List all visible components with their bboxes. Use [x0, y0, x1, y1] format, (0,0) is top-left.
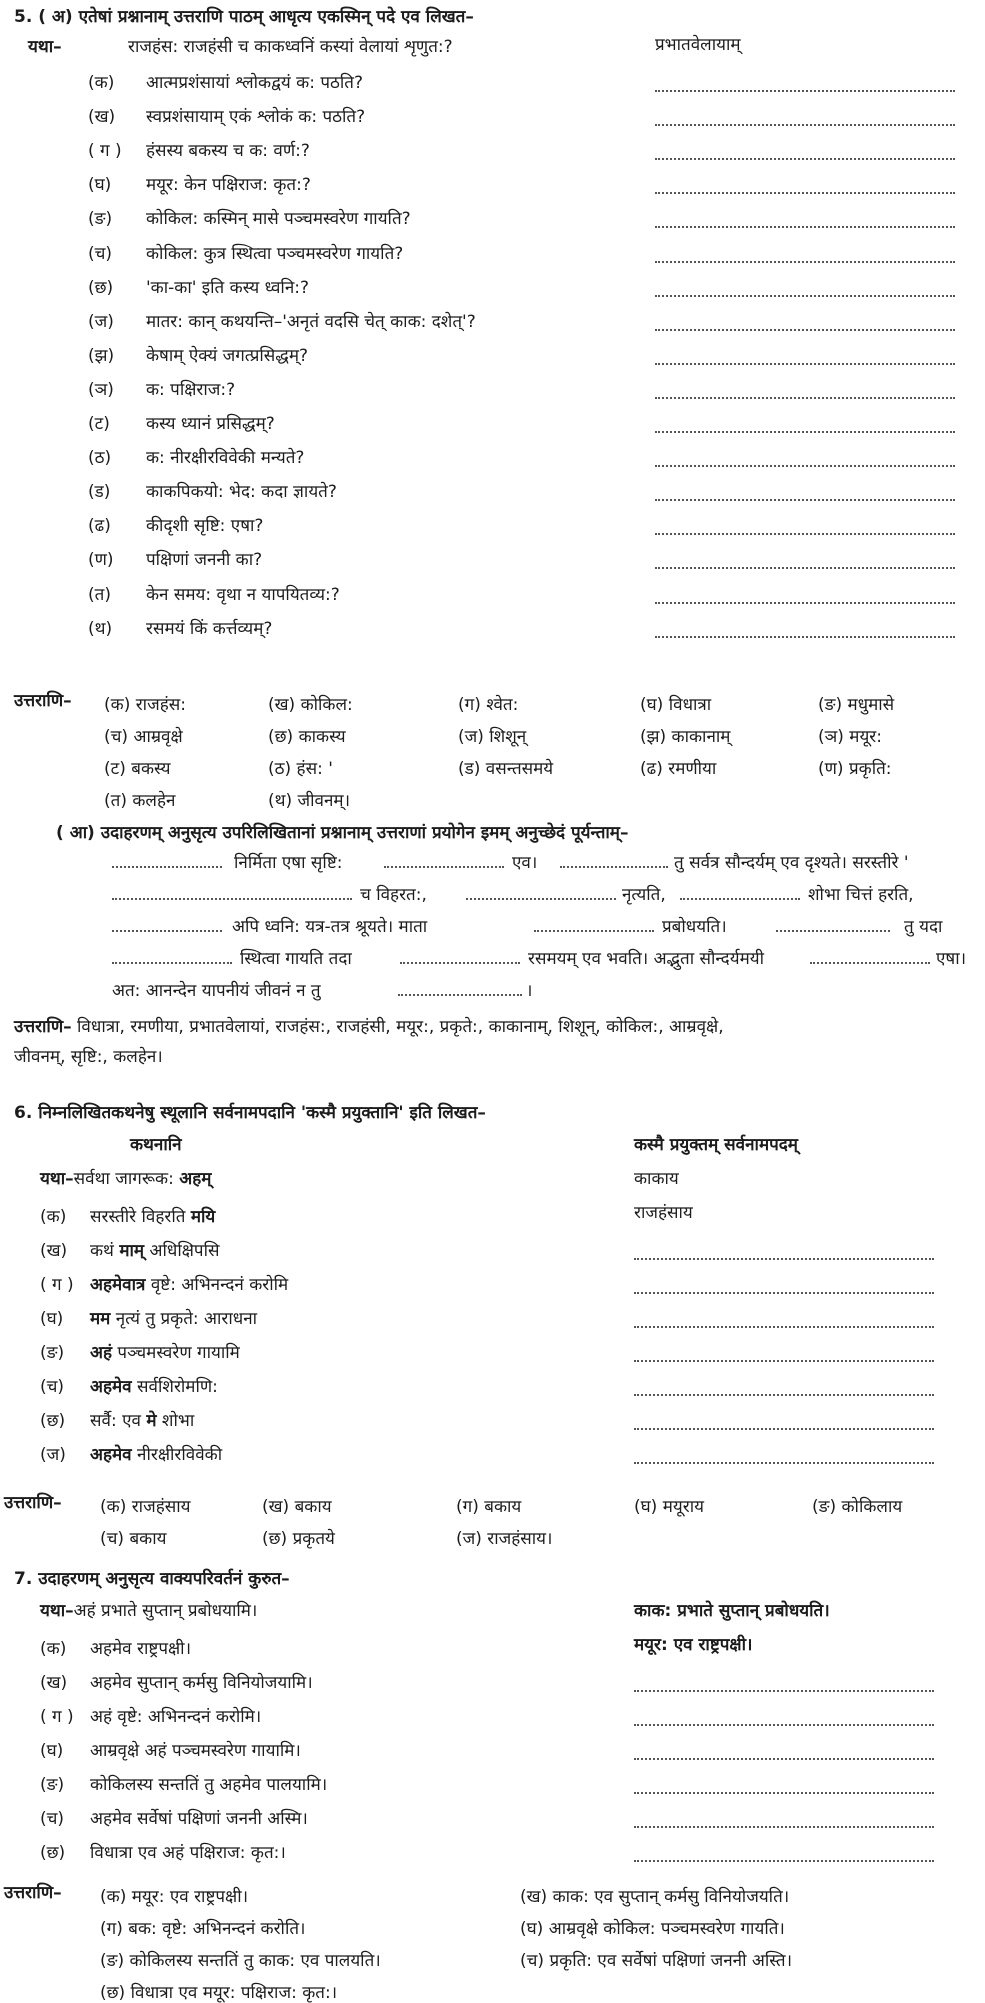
statement-item	[40, 1340, 240, 1363]
answer-blank[interactable]	[634, 1724, 934, 1726]
blank[interactable]	[112, 898, 352, 900]
question-item	[88, 445, 304, 468]
sentence-item	[40, 1772, 327, 1795]
answer-item: (ढ) रमणीया	[640, 759, 717, 779]
sentence-answer: मयूर: एव राष्ट्रपक्षी।	[634, 1635, 753, 1655]
answer-blank[interactable]	[655, 499, 955, 501]
question-item	[88, 479, 337, 502]
question-item	[88, 138, 310, 161]
answer-blank[interactable]	[655, 533, 955, 535]
question-label: (ञ)	[88, 380, 114, 400]
answer-blank[interactable]	[634, 1258, 934, 1260]
q5b-answers-line2: जीवनम्, सृष्टि:, कलहेन।	[14, 1047, 163, 1067]
q6-example: यथा–सर्वथा जागरूक: अहम्	[40, 1169, 212, 1189]
answer-item: (ग) बक: वृष्टे: अभिनन्दनं करोति।	[100, 1919, 306, 1939]
statement-item	[40, 1306, 257, 1329]
answer-item: (झ) काकानाम्	[640, 727, 731, 747]
statement-label: (ङ)	[40, 1343, 65, 1363]
sentence-item	[40, 1670, 313, 1693]
blank[interactable]	[398, 994, 522, 996]
question-item	[88, 309, 476, 332]
answer-item: (त) कलहेन	[104, 791, 176, 811]
question-text: स्वप्रशंसायाम् एकं श्लोकं क: पठति?	[146, 107, 366, 127]
sentence-label: (ङ)	[40, 1775, 65, 1795]
answer-item: (ख) काक: एव सुप्तान् कर्मसु विनियोजयति।	[520, 1887, 790, 1907]
sentence-label: (छ)	[40, 1843, 66, 1863]
answer-item: (ङ) कोकिलस्य सन्ततिं तु काक: एव पालयति।	[100, 1951, 381, 1971]
statement-pre: कथं	[90, 1241, 120, 1261]
statement-label: (ख)	[40, 1241, 68, 1261]
answer-item: (घ) विधात्रा	[640, 695, 712, 715]
question-text: रसमयं किं कर्त्तव्यम्?	[146, 619, 273, 639]
answer-blank[interactable]	[655, 90, 955, 92]
blank[interactable]	[112, 866, 222, 868]
statement-post: नृत्यं तु प्रकृते: आराधना	[110, 1309, 258, 1329]
answer-item: (घ) आम्रवृक्षे कोकिल: पञ्चमस्वरेण गायति।	[520, 1919, 785, 1939]
question-item	[88, 616, 272, 639]
statement-item	[40, 1204, 215, 1227]
question-label: (ट)	[88, 414, 110, 434]
answer-blank[interactable]	[634, 1462, 934, 1464]
question-item	[88, 582, 340, 605]
question-label: (थ)	[88, 619, 113, 639]
question-item	[88, 241, 403, 264]
question-item	[88, 70, 363, 93]
answer-item: (क) राजहंसाय	[100, 1497, 191, 1517]
question-text: 'का-का' इति कस्य ध्वनि:?	[146, 278, 310, 298]
answer-item: (छ) काकस्य	[268, 727, 346, 747]
answer-blank[interactable]	[655, 124, 955, 126]
question-label: (ठ)	[88, 448, 112, 468]
statement-post: पञ्चमस्वरेण गायामि	[112, 1343, 240, 1363]
blank[interactable]	[534, 930, 654, 932]
question-item	[88, 275, 309, 298]
pronoun-bold: मयि	[190, 1207, 216, 1227]
statement-post: सर्वशिरोमणि:	[131, 1377, 218, 1397]
answer-item: (थ) जीवनम्।	[268, 791, 351, 811]
answer-blank[interactable]	[655, 363, 955, 365]
question-label: (ज)	[88, 312, 114, 332]
question-text: क: नीरक्षीरविवेकी मन्यते?	[146, 448, 305, 468]
para-text: एव।	[512, 853, 538, 873]
statement-pre: सर्वै: एव	[90, 1411, 147, 1431]
answer-blank[interactable]	[634, 1860, 934, 1862]
sentence-item	[40, 1704, 261, 1727]
answer-blank[interactable]	[655, 329, 955, 331]
para-text: तु सर्वत्र सौन्दर्यम् एव दृश्यते। सरस्तीरे '	[674, 853, 909, 873]
sentence-text: अहमेव राष्ट्रपक्षी।	[90, 1639, 192, 1659]
answer-item: (ठ) हंस: '	[268, 759, 333, 779]
answer-item: (ग) बकाय	[456, 1497, 522, 1517]
para-text: नृत्यति,	[622, 885, 666, 905]
statement-label: (क)	[40, 1207, 67, 1227]
q7-example-answer: काक: प्रभाते सुप्तान् प्रबोधयति।	[634, 1601, 830, 1621]
question-text: मयूर: केन पक्षिराज: कृत:?	[146, 175, 311, 195]
pronoun-bold: अहमेवात्र	[90, 1275, 146, 1295]
para-text: अत: आनन्देन यापनीयं जीवनं न तु	[112, 981, 321, 1001]
q7-heading: 7. उदाहरणम् अनुसृत्य वाक्यपरिवर्तनं कुरुत–	[14, 1569, 290, 1589]
answer-blank[interactable]	[655, 465, 955, 467]
sentence-label: (च)	[40, 1809, 65, 1829]
para-text: शोभा चित्तं हरति,	[808, 885, 914, 905]
q5-example-question: राजहंस: राजहंसी च काकध्वनिं कस्यां वेलायां शृणुत:?	[128, 37, 453, 57]
pronoun-bold: अहमेव	[90, 1445, 132, 1465]
statement-label: (छ)	[40, 1411, 66, 1431]
question-item	[88, 513, 263, 536]
answer-item: (ङ) कोकिलाय	[812, 1497, 903, 1517]
answer-item: (च) आम्रवृक्षे	[104, 727, 183, 747]
question-item	[88, 343, 308, 366]
answer-blank[interactable]	[634, 1428, 934, 1430]
para-text: तु यदा	[904, 917, 943, 937]
answer-blank[interactable]	[634, 1690, 934, 1692]
para-text: ।	[526, 981, 533, 1001]
answer-blank[interactable]	[634, 1394, 934, 1396]
blank[interactable]	[384, 866, 504, 868]
pronoun-bold: अहं	[90, 1343, 113, 1363]
question-text: कोकिल: कुत्र स्थित्वा पञ्चमस्वरेण गायति?	[146, 244, 404, 264]
statement-answer: राजहंसाय	[634, 1203, 693, 1223]
sentence-item	[40, 1806, 308, 1829]
question-text: काकपिकयो: भेद: कदा ज्ञायते?	[146, 482, 337, 502]
q6-example-answer: काकाय	[634, 1169, 679, 1189]
q7-example: यथा–अहं प्रभाते सुप्तान् प्रबोधयामि।	[40, 1601, 258, 1621]
answer-blank[interactable]	[634, 1326, 934, 1328]
para-text: अपि ध्वनि: यत्र-तत्र श्रूयते। माता	[232, 917, 428, 937]
para-text: प्रबोधयति।	[662, 917, 727, 937]
answer-blank[interactable]	[634, 1292, 934, 1294]
answer-item: (ग) श्वेत:	[458, 695, 519, 715]
question-text: कोकिल: कस्मिन् मासे पञ्चमस्वरेण गायति?	[146, 209, 411, 229]
blank[interactable]	[776, 930, 890, 932]
question-item	[88, 206, 411, 229]
blank[interactable]	[112, 962, 232, 964]
q5-example-answer: प्रभातवेलायाम्	[655, 35, 741, 55]
question-item	[88, 377, 235, 400]
q5-answers-label: उत्तराणि–	[14, 691, 72, 711]
question-label: (ण)	[88, 550, 114, 570]
sentence-item	[40, 1840, 286, 1863]
question-label: (च)	[88, 244, 113, 264]
sentence-item	[40, 1636, 191, 1659]
pronoun-bold: मे	[146, 1411, 157, 1431]
sentence-text: अहं वृष्टे: अभिनन्दनं करोमि।	[90, 1707, 262, 1727]
question-label: (ड)	[88, 482, 111, 502]
answer-blank[interactable]	[634, 1826, 934, 1828]
blank[interactable]	[112, 930, 222, 932]
q6-col-right: कस्मै प्रयुक्तम् सर्वनामपदम्	[634, 1135, 798, 1155]
question-text: आत्मप्रशंसायां श्लोकद्वयं क: पठति?	[146, 73, 363, 93]
question-text: पक्षिणां जननी का?	[146, 550, 263, 570]
answer-item: (घ) मयूराय	[634, 1497, 704, 1517]
para-text: स्थित्वा गायति तदा	[240, 949, 352, 969]
question-text: कस्य ध्यानं प्रसिद्धम्?	[146, 414, 275, 434]
statement-item	[40, 1442, 222, 1465]
sentence-text: अहमेव सुप्तान् कर्मसु विनियोजयामि।	[90, 1673, 313, 1693]
answer-blank[interactable]	[655, 397, 955, 399]
q5b-answers-line1: उत्तराणि– विधात्रा, रमणीया, प्रभातवेलायां, राजहंस:, राजहंसी, मयूर:, प्रकृते:, काकानाम्, शिशून्, कोकिल:, आम्रवृक्षे,	[14, 1017, 724, 1037]
question-label: (घ)	[88, 175, 112, 195]
q7-answers-label: उत्तराणि–	[4, 1883, 62, 1903]
statement-item	[40, 1238, 219, 1261]
question-text: मातर: कान् कथयन्ति–'अनृतं वदसि चेत् काक: दशेत्'?	[146, 312, 476, 332]
blank[interactable]	[560, 866, 668, 868]
answer-item: (च) प्रकृति: एव सर्वेषां पक्षिणां जननी अस्ति।	[520, 1951, 793, 1971]
statement-item	[40, 1408, 194, 1431]
answer-item: (ख) कोकिल:	[268, 695, 353, 715]
sentence-text: विधात्रा एव अहं पक्षिराज: कृत:।	[90, 1843, 286, 1863]
question-text: केन समय: वृथा न यापयितव्य:?	[146, 585, 340, 605]
question-label: (ङ)	[88, 209, 113, 229]
q5-heading: 5. ( अ) एतेषां प्रश्नानाम् उत्तराणि पाठम् आधृत्य एकस्मिन् पदे एव लिखत–	[14, 7, 474, 27]
statement-item	[40, 1272, 288, 1295]
answer-item: (ख) बकाय	[262, 1497, 332, 1517]
question-label: (क)	[88, 73, 115, 93]
question-text: हंसस्य बकस्य च क: वर्ण:?	[146, 141, 310, 161]
statement-label: (च)	[40, 1377, 65, 1397]
answer-item: (क) मयूर: एव राष्ट्रपक्षी।	[100, 1887, 249, 1907]
answer-item: (ज) शिशून्	[458, 727, 527, 747]
question-label: (छ)	[88, 278, 114, 298]
para-text: एषा।	[936, 949, 967, 969]
answer-blank[interactable]	[655, 158, 955, 160]
q5b-heading: ( आ) उदाहरणम् अनुसृत्य उपरिलिखितानां प्रश्नानाम् उत्तराणां प्रयोगेन इमम् अनुच्छेदं पूर्यन्ताम्–	[56, 823, 629, 843]
question-label: (झ)	[88, 346, 115, 366]
answer-blank[interactable]	[655, 295, 955, 297]
question-text: केषाम् ऐक्यं जगत्प्रसिद्धम्?	[146, 346, 309, 366]
sentence-text: अहमेव सर्वेषां पक्षिणां जननी अस्मि।	[90, 1809, 308, 1829]
blank[interactable]	[680, 898, 800, 900]
question-item	[88, 411, 275, 434]
q6-col-left: कथनानि	[130, 1135, 182, 1155]
para-text: रसमयम् एव भवति। अद्भुता सौन्दर्यमयी	[528, 949, 765, 969]
answer-item: (छ) विधात्रा एव मयूर: पक्षिराज: कृत:।	[100, 1983, 338, 2003]
answer-item: (ञ) मयूर:	[818, 727, 882, 747]
pronoun-bold: अहमेव	[90, 1377, 132, 1397]
sentence-text: कोकिलस्य सन्ततिं तु अहमेव पालयामि।	[90, 1775, 328, 1795]
answer-item: (ड) वसन्तसमये	[458, 759, 554, 779]
answer-blank[interactable]	[655, 636, 955, 638]
question-label: (ख)	[88, 107, 116, 127]
question-text: क: पक्षिराज:?	[146, 380, 236, 400]
statement-label: ( ग )	[40, 1275, 74, 1295]
answer-blank[interactable]	[655, 192, 955, 194]
question-item	[88, 172, 311, 195]
sentence-label: ( ग )	[40, 1707, 74, 1727]
answer-blank[interactable]	[634, 1792, 934, 1794]
answer-item: (छ) प्रकृतये	[262, 1529, 335, 1549]
question-item	[88, 547, 262, 570]
sentence-label: (घ)	[40, 1741, 64, 1761]
statement-post: शोभा	[156, 1411, 195, 1431]
blank[interactable]	[400, 962, 520, 964]
blank[interactable]	[466, 898, 616, 900]
answer-item: (क) राजहंस:	[104, 695, 186, 715]
statement-item	[40, 1374, 218, 1397]
question-label: (त)	[88, 585, 111, 605]
statement-pre: सरस्तीरे विहरति	[90, 1207, 191, 1227]
answer-blank[interactable]	[655, 567, 955, 569]
answer-blank[interactable]	[655, 602, 955, 604]
statement-post: अधिक्षिपसि	[144, 1241, 220, 1261]
question-text: कीदृशी सृष्टि: एषा?	[146, 516, 264, 536]
answer-item: (ट) बकस्य	[104, 759, 171, 779]
answer-blank[interactable]	[634, 1758, 934, 1760]
question-item	[88, 104, 365, 127]
sentence-item	[40, 1738, 301, 1761]
pronoun-bold: माम्	[119, 1241, 145, 1261]
statement-label: (ज)	[40, 1445, 66, 1465]
answer-blank[interactable]	[634, 1360, 934, 1362]
statement-post: नीरक्षीरविवेकी	[131, 1445, 223, 1465]
q6-answers-label: उत्तराणि–	[4, 1493, 62, 1513]
answer-item: (च) बकाय	[100, 1529, 167, 1549]
question-label: (ढ)	[88, 516, 111, 536]
question-label: ( ग )	[88, 141, 122, 161]
answer-item: (ज) राजहंसाय।	[456, 1529, 553, 1549]
q5-example: यथा–	[28, 37, 62, 57]
statement-label: (घ)	[40, 1309, 64, 1329]
answer-blank[interactable]	[655, 431, 955, 433]
pronoun-bold: मम	[90, 1309, 111, 1329]
para-text: निर्मिता एषा सृष्टि:	[234, 853, 343, 873]
sentence-label: (ख)	[40, 1673, 68, 1693]
answer-item: (ण) प्रकृति:	[818, 759, 892, 779]
blank[interactable]	[810, 962, 930, 964]
answer-blank[interactable]	[655, 226, 955, 228]
para-text: च विहरत:,	[360, 885, 427, 905]
answer-item: (ङ) मधुमासे	[818, 695, 895, 715]
statement-post: वृष्टे: अभिनन्दनं करोमि	[145, 1275, 289, 1295]
answer-blank[interactable]	[655, 261, 955, 263]
q6-heading: 6. निम्नलिखितकथनेषु स्थूलानि सर्वनामपदानि 'कस्मै प्रयुक्तानि' इति लिखत–	[14, 1103, 486, 1123]
sentence-label: (क)	[40, 1639, 67, 1659]
sentence-text: आम्रवृक्षे अहं पञ्चमस्वरेण गायामि।	[90, 1741, 301, 1761]
